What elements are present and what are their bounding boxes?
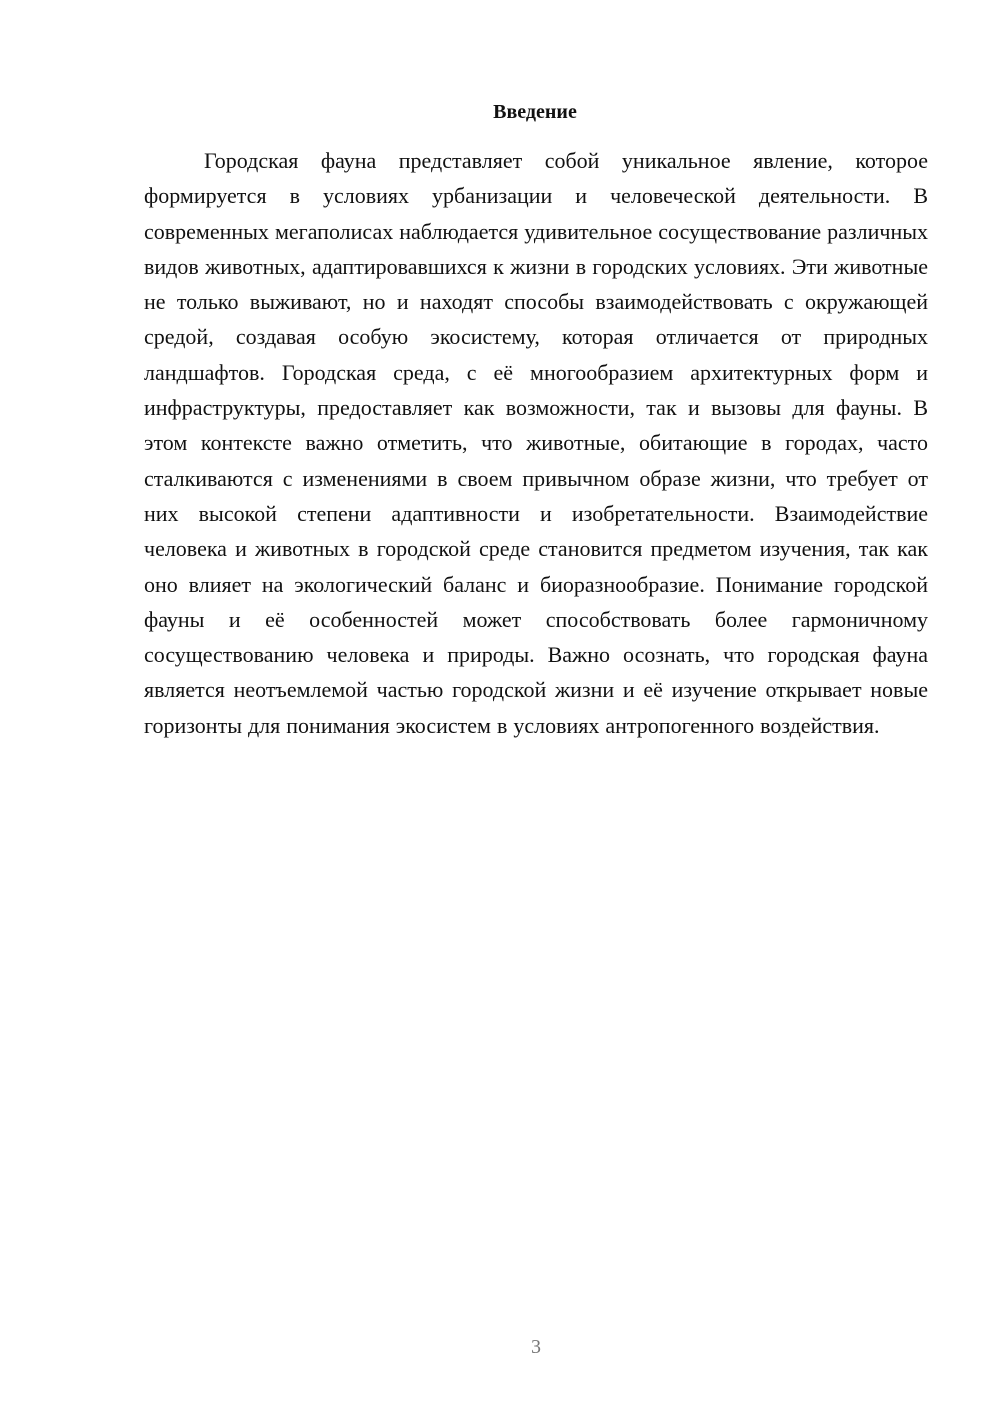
intro-paragraph: Городская фауна представляет собой уникальное явление, которое формируется в условиях урбанизации и человеческой деятельности. В современных мегаполисах наблюдается удивительное сосуществование различных видов животных, адаптировавшихся к жизни в городских условиях. Эти животные не только выживают, но и находят способы взаимодействовать с окружающей средой, создавая особую экосистему, которая отличается от природных ландшафтов. Городская среда, с её многообразием архитектурных форм и инфраструктуры, предоставляет как возможности, так и вызовы для фауны. В этом контексте важно отметить, что животные, обитающие в городах, часто сталкиваются с изменениями в своем привычном образе жизни, что требует от них высокой степени адаптивности и изобретательности. Взаимодействие человека и животных в городской среде становится предметом изучения, так как оно влияет на экологический баланс и биоразнообразие. Понимание городской фауны и её особенностей может способствовать более гармоничному сосуществованию человека и природы. Важно осознать, что городская фауна является неотъемлемой частью городской жизни и её изучение открывает новые горизонты для понимания экосистем в условиях антропогенного воздействия. [144, 148, 928, 738]
section-heading: Введение [493, 101, 577, 123]
page-number: 3 [531, 1336, 541, 1358]
